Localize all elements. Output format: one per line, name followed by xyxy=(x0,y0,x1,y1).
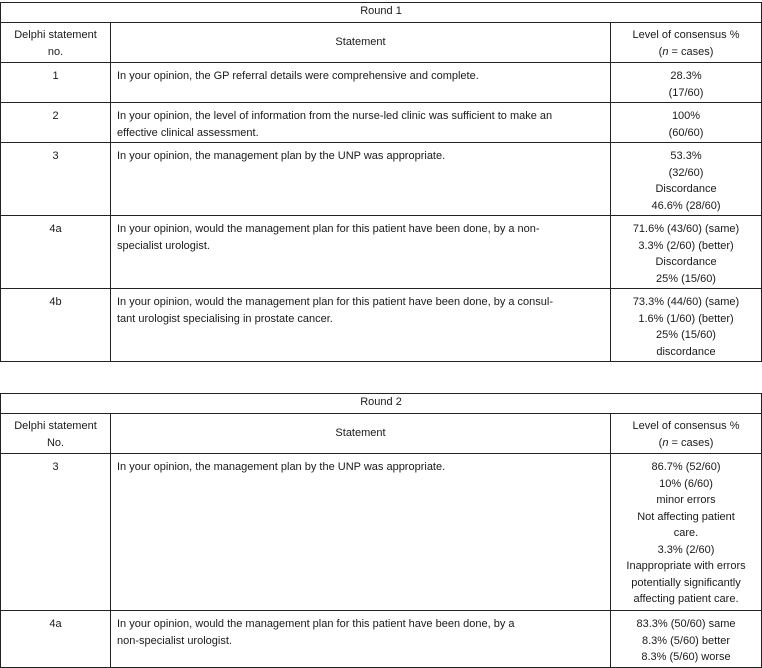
round2-consensus-rest: = cases) xyxy=(668,436,714,449)
round1-consensus-title: Level of consensus % xyxy=(632,29,740,41)
round2-consensus-n: n xyxy=(662,436,669,449)
consensus-line: discordance xyxy=(656,345,716,358)
consensus-value xyxy=(611,103,762,143)
statement-no: 4b xyxy=(1,289,111,362)
statement-line: In your opinion, would the management plan for this patient have been done, by a non- xyxy=(117,223,540,235)
table-row xyxy=(1,454,762,611)
round2-col-header-statement: Statement xyxy=(111,414,611,454)
statement-line: In your opinion, the management plan by the UNP was appropriate. xyxy=(117,461,446,473)
consensus-line: 28.3% xyxy=(670,70,702,82)
statement-line: In your opinion, the management plan by the UNP was appropriate. xyxy=(117,150,446,162)
consensus-line: 86.7% (52/60) xyxy=(651,461,721,473)
statement-line: In your opinion, would the management plan for this patient have been done, by a consul- xyxy=(117,296,554,308)
statement-no: 3 xyxy=(1,143,111,216)
statement-line: In your opinion, would the management plan for this patient have been done, by a xyxy=(117,618,515,630)
statement-line: In your opinion, the GP referral details were comprehensive and complete. xyxy=(117,70,479,82)
consensus-line: Discordance xyxy=(655,256,717,268)
consensus-line: 53.3% xyxy=(670,150,702,162)
consensus-value xyxy=(611,289,762,362)
table-row xyxy=(1,103,762,143)
consensus-line: 8.3% (5/60) worse xyxy=(641,651,731,663)
statement-text xyxy=(111,454,611,611)
consensus-line: 83.3% (50/60) same xyxy=(636,618,736,630)
consensus-line: 3.3% (2/60) xyxy=(657,543,715,556)
statement-text xyxy=(111,103,611,143)
table-row xyxy=(1,611,762,668)
round1-col-header-statement: Statement xyxy=(111,23,611,63)
statement-text xyxy=(111,611,611,668)
consensus-value xyxy=(611,63,762,103)
consensus-line: 25% (15/60) xyxy=(656,329,716,341)
table-row xyxy=(1,289,762,362)
round2-col-header-no xyxy=(1,414,111,454)
consensus-line: care. xyxy=(673,527,699,539)
round2-col-header-consensus: Level of consensus % (n = cases) xyxy=(611,414,762,454)
statement-line: effective clinical assessment. xyxy=(117,126,259,139)
consensus-line: 1.6% (1/60) (better) xyxy=(638,312,734,325)
statement-line: specialist urologist. xyxy=(117,239,210,252)
statement-no: 3 xyxy=(1,454,111,611)
consensus-line: Inappropriate with errors xyxy=(626,560,746,572)
round1-col-header-no-line: Delphi statement xyxy=(14,29,97,41)
statement-no: 4a xyxy=(1,611,111,668)
consensus-line: (17/60) xyxy=(668,86,704,99)
consensus-value xyxy=(611,143,762,216)
consensus-line: Discordance xyxy=(655,183,717,195)
round1-col-header-consensus: Level of consensus % (n = cases) xyxy=(611,23,762,63)
round2-consensus-title: Level of consensus % xyxy=(632,420,740,432)
consensus-value xyxy=(611,216,762,289)
consensus-line: affecting patient care. xyxy=(633,593,739,605)
round1-col-header-no xyxy=(1,23,111,63)
consensus-line: 71.6% (43/60) (same) xyxy=(632,223,740,235)
consensus-line: 10% (6/60) xyxy=(659,477,713,490)
statement-line: In your opinion, the level of information from the nurse-led clinic was sufficient to make an xyxy=(117,110,553,122)
round1-table xyxy=(0,2,762,362)
round1-title: Round 1 xyxy=(1,3,762,23)
consensus-line: 8.3% (5/60) better xyxy=(641,634,731,647)
statement-no: 2 xyxy=(1,103,111,143)
consensus-line: Not affecting patient xyxy=(637,510,735,523)
statement-no: 1 xyxy=(1,63,111,103)
consensus-line: minor errors xyxy=(656,494,716,506)
consensus-line: 73.3% (44/60) (same) xyxy=(632,296,740,308)
consensus-line: potentially significantly xyxy=(631,576,741,589)
table-row xyxy=(1,143,762,216)
consensus-line: 100% xyxy=(671,110,701,122)
consensus-line: (60/60) xyxy=(668,126,704,139)
round2-col-header-no-line: Delphi statement xyxy=(14,420,97,432)
consensus-line: 3.3% (2/60) (better) xyxy=(638,239,734,252)
consensus-value xyxy=(611,611,762,668)
statement-line: non-specialist urologist. xyxy=(117,634,232,647)
statement-text xyxy=(111,289,611,362)
statement-text xyxy=(111,143,611,216)
consensus-line: (32/60) xyxy=(668,166,704,179)
statement-line: tant urologist specialising in prostate cancer. xyxy=(117,312,333,325)
round2-title: Round 2 xyxy=(1,394,762,414)
round1-col-header-no-line: no. xyxy=(47,45,64,58)
consensus-line: 25% (15/60) xyxy=(656,272,716,285)
statement-text xyxy=(111,216,611,289)
consensus-value xyxy=(611,454,762,611)
consensus-line: 46.6% (28/60) xyxy=(651,199,721,212)
round1-consensus-n: n xyxy=(662,45,669,58)
table-row xyxy=(1,63,762,103)
round2-col-header-no-line: No. xyxy=(46,436,65,449)
statement-text xyxy=(111,63,611,103)
round2-table xyxy=(0,393,762,668)
table-row xyxy=(1,216,762,289)
round1-consensus-rest: = cases) xyxy=(668,45,714,58)
statement-no: 4a xyxy=(1,216,111,289)
